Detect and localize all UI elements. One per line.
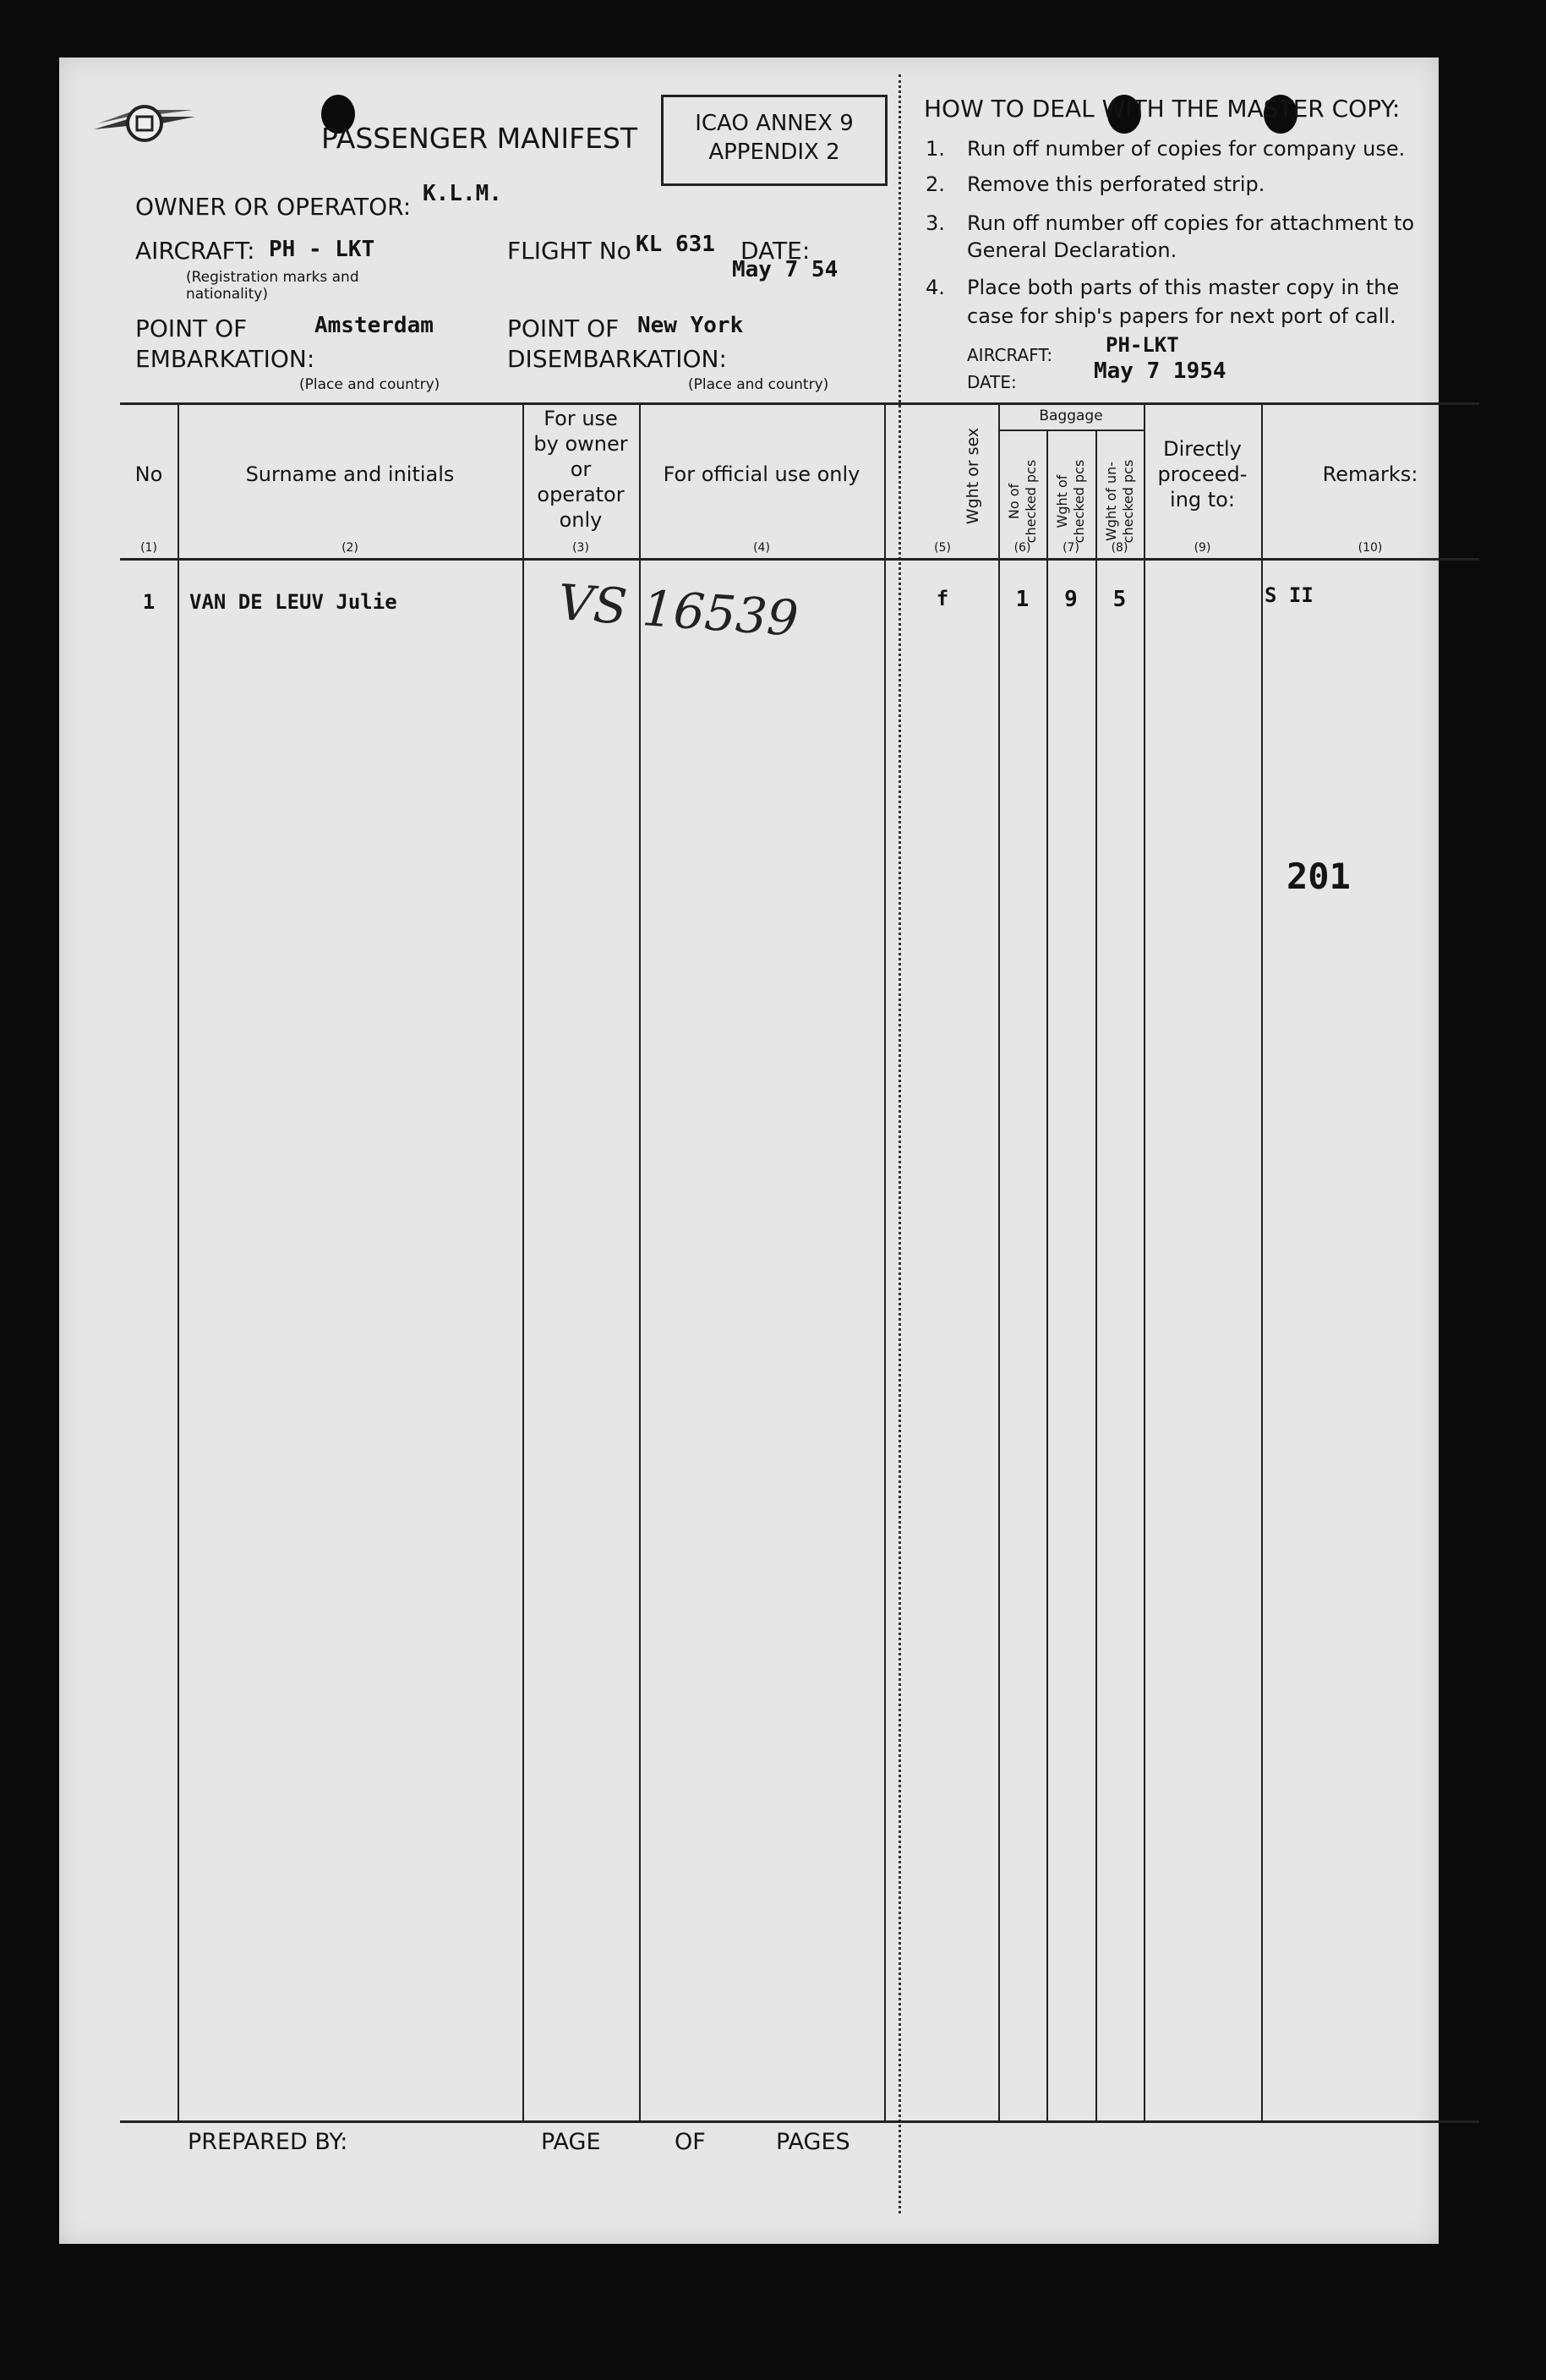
col-number: (9) [1194,541,1211,555]
manifest-sheet [59,57,1439,2244]
col-number: (2) [341,541,358,555]
col-directly-header: Directly proceed- ing to: [1157,437,1248,512]
instr-line: Place both parts of this master copy in the [967,276,1400,299]
date-label: DATE: [740,237,811,265]
row-checked-pcs: 1 [1015,587,1030,612]
col-number: (4) [753,541,770,555]
col-rule [998,402,1000,2120]
col-no-header: No [134,462,163,486]
icao-box [661,95,888,186]
col-rule [1261,402,1263,2120]
pages-label: PAGES [776,2129,850,2155]
col-number: (5) [934,541,951,555]
col-number: (8) [1111,541,1128,555]
baggage-header: Baggage [1039,408,1103,424]
klm-wings-logo [90,91,199,150]
row-official: VS 16539 [555,573,800,648]
owner-value: K.L.M. [423,181,502,206]
row-remarks: S II [1265,583,1314,607]
col-rule [178,402,179,2120]
disembark-value: New York [637,313,744,338]
col-checked-wght-header: Wght of checked pcs [1054,459,1087,544]
table-bottom-rule [120,2120,1479,2123]
row-unchecked-wght: 5 [1112,587,1127,612]
instr-num: 2. [926,172,945,196]
embark-label-2: EMBARKATION: [135,345,315,373]
form-title: PASSENGER MANIFEST [321,122,638,155]
instr-num: 1. [926,137,945,161]
embark-note: (Place and country) [299,376,440,393]
embark-value: Amsterdam [314,313,434,338]
icao-line-1: ICAO ANNEX 9 [695,111,854,136]
baggage-rule [998,429,1144,431]
table-top-rule [120,402,1479,405]
col-number: (3) [572,541,589,555]
col-number: (1) [140,541,157,555]
icao-line-2: APPENDIX 2 [708,140,840,165]
col-remarks-header: Remarks: [1322,462,1418,486]
instr-date-value: May 7 1954 [1094,358,1226,384]
col-number: (10) [1358,541,1383,555]
col-unchecked-wght-header: Wght of un- checked pcs [1103,459,1136,544]
aircraft-label: AIRCRAFT: [135,237,255,265]
row-no: 1 [142,590,156,614]
col-surname-header: Surname and initials [245,462,455,486]
instr-aircraft-value: PH-LKT [1106,333,1179,357]
col-checked-pcs-header: No of checked pcs [1006,459,1039,544]
instr-line: Run off number of copies for company use. [967,137,1406,161]
disembark-label-1: POINT OF [507,315,620,342]
prepared-by-label: PREPARED BY: [188,2129,348,2155]
row-name: VAN DE LEUV Julie [189,590,397,614]
instructions-title: HOW TO DEAL WITH THE MASTER COPY: [924,95,1401,123]
instr-line: Run off number off copies for attachment to [967,211,1415,235]
page-label: PAGE [541,2129,601,2155]
disembark-label-2: DISEMBARKATION: [507,345,727,373]
instr-num: 4. [926,276,945,299]
instr-line: General Declaration. [967,238,1177,262]
stamp-number: 201 [1287,856,1351,897]
col-rule [1046,429,1048,2120]
perforation-line [899,74,901,2213]
col-rule [1095,429,1097,2120]
instr-aircraft-label: AIRCRAFT: [967,345,1053,365]
disembark-note: (Place and country) [688,376,829,393]
instr-line: Remove this perforated strip. [967,172,1265,196]
col-weight-sex-header: Wght or sex [964,427,982,525]
aircraft-note: (Registration marks and nationality) [186,269,359,303]
col-owner-use-header: For use by owner or operator only [533,407,628,532]
col-rule [639,402,641,2120]
col-number: (6) [1013,541,1031,555]
col-rule [884,402,886,2120]
instr-line: case for ship's papers for next port of call. [967,304,1396,328]
col-number: (7) [1063,541,1079,555]
of-label: OF [675,2129,706,2155]
instr-date-label: DATE: [967,372,1017,392]
row-checked-wght: 9 [1064,587,1078,612]
flight-value: KL 631 [636,232,715,257]
col-official-header: For official use only [663,462,860,486]
aircraft-value: PH - LKT [269,237,375,262]
col-rule [522,402,524,2120]
row-sex: f [936,587,949,610]
date-value: May 7 54 [732,257,839,282]
flight-label: FLIGHT No [507,237,631,265]
col-rule [1144,402,1145,2120]
header-bottom-rule [120,558,1479,561]
owner-label: OWNER OR OPERATOR: [135,193,412,221]
embark-label-1: POINT OF [135,315,248,342]
instr-num: 3. [926,211,945,235]
